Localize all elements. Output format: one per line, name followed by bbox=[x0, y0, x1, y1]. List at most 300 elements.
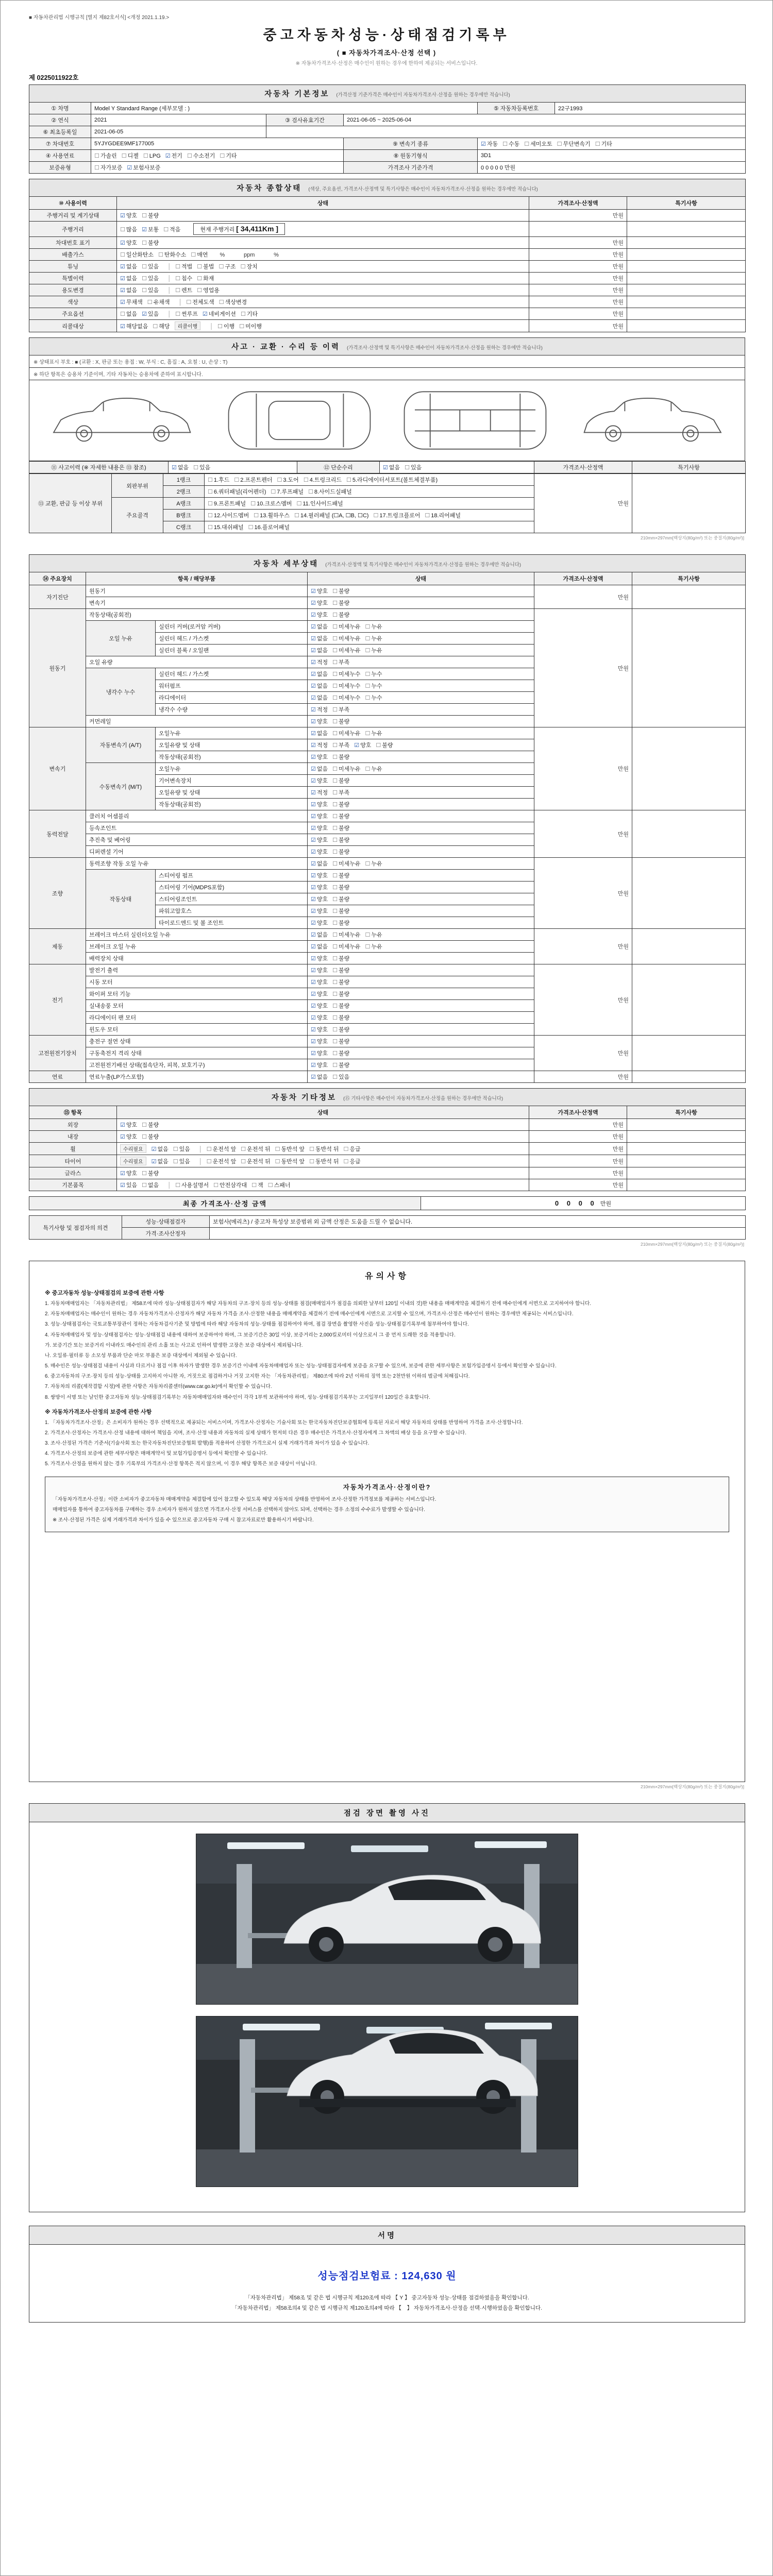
note-cell bbox=[627, 249, 746, 261]
checkbox-option[interactable] bbox=[163, 225, 180, 233]
checkbox-option[interactable] bbox=[311, 1049, 328, 1057]
transmission-options bbox=[478, 138, 746, 150]
checkbox-option[interactable] bbox=[294, 511, 368, 519]
checkbox-option[interactable] bbox=[365, 622, 382, 631]
device-group-label: 변속기 bbox=[29, 727, 86, 810]
checkbox-option[interactable] bbox=[309, 1157, 339, 1165]
checkbox-option[interactable] bbox=[311, 942, 328, 951]
blank-cell bbox=[266, 126, 746, 138]
checkbox-option[interactable] bbox=[332, 741, 349, 749]
checkbox-option[interactable] bbox=[304, 476, 342, 484]
checkbox-option[interactable] bbox=[175, 286, 192, 294]
checkbox-option[interactable] bbox=[311, 741, 328, 749]
checkbox-option[interactable] bbox=[332, 824, 349, 832]
checkbox-option[interactable] bbox=[425, 511, 461, 519]
checkbox-option[interactable] bbox=[142, 262, 159, 270]
option-label: 부족 bbox=[339, 659, 350, 666]
checkbox-option[interactable] bbox=[365, 634, 382, 642]
unchecked-box-icon: ☐ bbox=[142, 1171, 147, 1177]
checkbox-option[interactable] bbox=[207, 1145, 236, 1153]
checkbox-option[interactable] bbox=[142, 1121, 159, 1129]
checkbox-option[interactable] bbox=[248, 523, 290, 531]
item-label: 변속기 bbox=[86, 597, 308, 609]
item-label: 연료누출(LP가스포함) bbox=[86, 1071, 308, 1083]
row-state bbox=[308, 917, 534, 929]
checkbox-option[interactable] bbox=[217, 322, 234, 330]
divider: │ bbox=[167, 287, 172, 294]
row-label: 내장 bbox=[29, 1131, 117, 1143]
checkbox-option[interactable] bbox=[142, 225, 159, 233]
row-state bbox=[308, 680, 534, 692]
checkbox-option[interactable] bbox=[311, 1037, 328, 1045]
checkbox-option[interactable] bbox=[332, 954, 349, 962]
checkbox-option[interactable] bbox=[332, 729, 360, 737]
checkbox-option[interactable] bbox=[332, 942, 360, 951]
row-state bbox=[308, 775, 534, 787]
unchecked-box-icon: ☐ bbox=[277, 477, 282, 483]
checkbox-option[interactable] bbox=[219, 262, 236, 270]
checkbox-option[interactable] bbox=[383, 463, 400, 471]
checkbox-option[interactable] bbox=[365, 765, 382, 773]
checked-box-icon: ☑ bbox=[165, 153, 171, 159]
option-label: 13.휠하우스 bbox=[260, 513, 290, 519]
checkbox-option[interactable] bbox=[175, 274, 192, 282]
checkbox-option[interactable] bbox=[311, 587, 328, 595]
option-label: 동반석 뒤 bbox=[315, 1146, 339, 1153]
checkbox-option[interactable] bbox=[220, 151, 237, 160]
checkbox-option[interactable] bbox=[143, 152, 161, 159]
cautions-item: 1. 자동차매매업자는 「자동차관리법」 제58조에 따라 성능·상태점검자가 해당 자동차의 구조·장치 등의 성능·상태를 점검(매매업자가 점검을 의뢰한 날부터 120일 이내의 것)한 내용을 매매계약을 체결하기 전에 매수인에게 서면으로 고지하여야 합니다. bbox=[45, 1301, 592, 1307]
checkbox-option[interactable] bbox=[120, 1121, 137, 1129]
vin-label: ⑦ 차대번호 bbox=[29, 138, 91, 150]
checkbox-option[interactable] bbox=[120, 310, 137, 318]
checkbox-option[interactable] bbox=[365, 930, 382, 939]
option-label: 운전석 뒤 bbox=[247, 1146, 271, 1153]
unchecked-box-icon: ☐ bbox=[524, 141, 530, 147]
checkbox-option[interactable] bbox=[365, 859, 382, 868]
checkbox-option[interactable] bbox=[311, 1013, 328, 1022]
checkbox-option[interactable] bbox=[332, 930, 360, 939]
checkbox-option[interactable] bbox=[241, 310, 258, 318]
checkbox-option[interactable] bbox=[311, 753, 328, 761]
checkbox-option[interactable] bbox=[120, 286, 137, 294]
unchecked-box-icon: ☐ bbox=[557, 141, 562, 147]
checkbox-option[interactable] bbox=[332, 788, 349, 796]
checkbox-option[interactable] bbox=[481, 140, 498, 148]
checkbox-option[interactable] bbox=[332, 895, 349, 903]
checkbox-option[interactable] bbox=[94, 151, 117, 160]
checkbox-option[interactable] bbox=[344, 1145, 361, 1153]
checkbox-option[interactable] bbox=[142, 274, 159, 282]
sub-group-label: 자동변속기 (A/T) bbox=[86, 727, 156, 763]
detail-section-title: 자동차 세부상태 bbox=[254, 560, 319, 568]
checkbox-option[interactable] bbox=[275, 1157, 305, 1165]
checkbox-option[interactable] bbox=[311, 776, 328, 785]
checkbox-option[interactable] bbox=[142, 1132, 159, 1141]
checkbox-option[interactable] bbox=[296, 499, 343, 507]
checkbox-option[interactable] bbox=[142, 211, 159, 219]
checked-box-icon: ☑ bbox=[120, 264, 125, 270]
checkbox-option[interactable] bbox=[173, 1157, 190, 1165]
checkbox-option[interactable] bbox=[208, 523, 244, 531]
checkbox-option[interactable] bbox=[186, 298, 214, 306]
unchecked-box-icon: ☐ bbox=[332, 778, 338, 784]
checkbox-option[interactable] bbox=[120, 262, 137, 270]
checkbox-option[interactable] bbox=[120, 250, 154, 259]
checkbox-option[interactable] bbox=[332, 1037, 349, 1045]
checkbox-option[interactable] bbox=[208, 499, 246, 507]
checkbox-option[interactable] bbox=[311, 930, 328, 939]
checkbox-option[interactable] bbox=[311, 599, 328, 607]
checkbox-option[interactable] bbox=[239, 322, 262, 330]
checkbox-option[interactable] bbox=[142, 310, 159, 318]
checkbox-option[interactable] bbox=[208, 476, 229, 484]
checkbox-option[interactable] bbox=[158, 250, 186, 259]
checkbox-option[interactable] bbox=[175, 310, 198, 318]
checkbox-option[interactable] bbox=[311, 919, 328, 927]
page-spec-footer: 210mm×297mm[백상지(80g/m²) 또는 중질지(80g/m²)] bbox=[640, 535, 744, 540]
checkbox-option[interactable] bbox=[332, 634, 360, 642]
checkbox-option[interactable] bbox=[332, 871, 349, 879]
cautions-item: 3. 조사·산정된 가격은 기준서(기술사회 또는 한국자동차진단보증협회 발행)를 적용하여 산정한 가격으로서 실제 거래가격과 차이가 있을 수 있습니다. bbox=[45, 1440, 369, 1447]
checkbox-option[interactable] bbox=[207, 1157, 236, 1165]
unchecked-box-icon: ☐ bbox=[158, 252, 163, 258]
checkbox-option[interactable] bbox=[311, 1073, 328, 1081]
checkbox-option[interactable] bbox=[502, 140, 519, 148]
checkbox-option[interactable] bbox=[120, 1132, 137, 1141]
option-label: 5.라디에이터서포트(볼트체결부품) bbox=[352, 477, 438, 483]
item-label: 등속조인트 bbox=[86, 822, 308, 834]
checkbox-option[interactable] bbox=[365, 693, 382, 702]
checkbox-option[interactable] bbox=[311, 634, 328, 642]
inspection-insurance-fee bbox=[45, 2267, 729, 2282]
checkbox-option[interactable] bbox=[332, 1025, 349, 1033]
checkbox-option[interactable] bbox=[197, 286, 220, 294]
checkbox-option[interactable] bbox=[241, 262, 258, 270]
unchecked-box-icon: ☐ bbox=[502, 141, 508, 147]
row-state bbox=[117, 1143, 529, 1155]
checkbox-option[interactable] bbox=[308, 487, 352, 496]
option-label: 양호 bbox=[126, 1122, 138, 1128]
checkbox-option[interactable] bbox=[311, 907, 328, 915]
etc-section-title: 자동차 기타정보 bbox=[271, 1094, 337, 1102]
checkbox-option[interactable] bbox=[208, 487, 266, 496]
checked-box-icon: ☑ bbox=[120, 287, 125, 294]
item-label: 구동축전지 격리 상태 bbox=[86, 1047, 308, 1059]
checkbox-option[interactable] bbox=[120, 211, 137, 219]
divider: │ bbox=[167, 264, 172, 270]
checkbox-option[interactable] bbox=[311, 717, 328, 725]
option-label: 운전석 앞 bbox=[212, 1159, 237, 1165]
checkbox-option[interactable] bbox=[268, 1181, 291, 1189]
checkbox-option[interactable] bbox=[120, 322, 148, 330]
checkbox-option[interactable] bbox=[122, 151, 139, 160]
checkbox-option[interactable] bbox=[332, 990, 349, 998]
option-label: 많음 bbox=[126, 227, 138, 233]
checkbox-option[interactable] bbox=[187, 151, 215, 160]
checkbox-option[interactable] bbox=[354, 741, 371, 749]
unchecked-box-icon: ☐ bbox=[275, 1146, 280, 1153]
checkbox-option[interactable] bbox=[147, 298, 170, 306]
repair-needed-label: 수리필요 bbox=[120, 1157, 146, 1165]
checkbox-option[interactable] bbox=[365, 942, 382, 951]
checkbox-option[interactable] bbox=[332, 800, 349, 808]
checkbox-option[interactable] bbox=[332, 599, 349, 607]
checkbox-option[interactable] bbox=[332, 1013, 349, 1022]
checkbox-option[interactable] bbox=[405, 463, 422, 471]
option-label: 이행 bbox=[223, 324, 235, 330]
unchecked-box-icon: ☐ bbox=[94, 165, 99, 171]
option-label: 양호 bbox=[316, 754, 328, 760]
unchecked-box-icon: ☐ bbox=[595, 141, 600, 147]
checkbox-option[interactable] bbox=[311, 765, 328, 773]
checkbox-option[interactable] bbox=[311, 966, 328, 974]
row-state bbox=[308, 621, 534, 633]
option-label: 누유 bbox=[371, 932, 382, 938]
unchecked-box-icon: ☐ bbox=[217, 324, 223, 330]
checkbox-option[interactable] bbox=[173, 1145, 190, 1153]
checkbox-option[interactable] bbox=[213, 1181, 247, 1189]
item-label: 스티어링조인트 bbox=[156, 893, 308, 905]
checkbox-option[interactable] bbox=[365, 646, 382, 654]
checkbox-option[interactable] bbox=[234, 476, 272, 484]
checkbox-option[interactable] bbox=[365, 682, 382, 690]
note-cell bbox=[627, 1167, 746, 1179]
checkbox-option[interactable] bbox=[142, 1181, 159, 1189]
unchecked-box-icon: ☐ bbox=[271, 489, 276, 495]
table-row bbox=[29, 929, 746, 941]
checkbox-option[interactable] bbox=[311, 705, 328, 714]
checkbox-option[interactable] bbox=[311, 670, 328, 678]
divider: │ bbox=[167, 1182, 172, 1189]
checkbox-option[interactable] bbox=[175, 1181, 209, 1189]
checkbox-option[interactable] bbox=[142, 239, 159, 247]
checkbox-option[interactable] bbox=[332, 705, 349, 714]
item-label: 윈도우 모터 bbox=[86, 1024, 308, 1036]
checkbox-option[interactable] bbox=[332, 812, 349, 820]
option-label: 부족 bbox=[339, 707, 350, 713]
checkbox-option[interactable] bbox=[241, 1145, 270, 1153]
option-label: 2.프론트펜더 bbox=[240, 477, 273, 483]
etc-col-price: 가격조사·산정액 bbox=[529, 1106, 627, 1119]
checkbox-option[interactable] bbox=[332, 919, 349, 927]
checkbox-option[interactable] bbox=[332, 587, 349, 595]
checkbox-option[interactable] bbox=[332, 1002, 349, 1010]
checkbox-option[interactable] bbox=[311, 729, 328, 737]
checkbox-option[interactable] bbox=[172, 463, 189, 471]
checkbox-option[interactable] bbox=[142, 1169, 159, 1177]
checkbox-option[interactable] bbox=[332, 1073, 349, 1081]
checkbox-option[interactable] bbox=[309, 1145, 339, 1153]
checkbox-option[interactable] bbox=[175, 262, 192, 270]
checkbox-option[interactable] bbox=[365, 670, 382, 678]
row-state bbox=[308, 810, 534, 822]
checkbox-option[interactable] bbox=[311, 611, 328, 619]
row-state bbox=[308, 716, 534, 727]
checkbox-option[interactable] bbox=[332, 1049, 349, 1057]
option-label: 일산화탄소 bbox=[126, 252, 154, 258]
checkbox-option[interactable] bbox=[277, 476, 299, 484]
table-row bbox=[29, 1143, 746, 1155]
checkbox-option[interactable] bbox=[193, 463, 210, 471]
checkbox-option[interactable] bbox=[332, 907, 349, 915]
checkbox-option[interactable] bbox=[365, 729, 382, 737]
checkbox-option[interactable] bbox=[311, 693, 328, 702]
price-cell: 만원 bbox=[529, 1131, 627, 1143]
checkbox-option[interactable] bbox=[332, 611, 349, 619]
checkbox-option[interactable] bbox=[376, 741, 393, 749]
table-row bbox=[29, 1071, 746, 1083]
row-state bbox=[117, 1119, 529, 1131]
checkbox-option[interactable] bbox=[332, 1061, 349, 1069]
checkbox-option[interactable] bbox=[275, 1145, 305, 1153]
checkbox-option[interactable] bbox=[344, 1157, 361, 1165]
checkbox-option[interactable] bbox=[311, 800, 328, 808]
checkbox-option[interactable] bbox=[332, 848, 349, 856]
table-row bbox=[29, 237, 746, 249]
option-label: 없음 bbox=[316, 695, 328, 701]
checkbox-option[interactable] bbox=[332, 646, 360, 654]
checkbox-option[interactable] bbox=[311, 859, 328, 868]
note-cell bbox=[632, 727, 746, 810]
checkbox-option[interactable] bbox=[332, 883, 349, 891]
checkbox-option[interactable] bbox=[332, 693, 360, 702]
car-name-label: ① 차명 bbox=[29, 103, 91, 114]
checkbox-option[interactable] bbox=[152, 1145, 169, 1153]
etc-col-note: 특기사항 bbox=[627, 1106, 746, 1119]
checkbox-option[interactable] bbox=[94, 163, 122, 172]
checkbox-option[interactable] bbox=[332, 682, 360, 690]
checkbox-option[interactable] bbox=[153, 322, 170, 330]
checkbox-option[interactable] bbox=[311, 883, 328, 891]
checkbox-option[interactable] bbox=[332, 978, 349, 986]
checked-box-icon: ☑ bbox=[311, 778, 316, 784]
checkbox-option[interactable] bbox=[332, 658, 349, 666]
checkbox-option[interactable] bbox=[595, 140, 612, 148]
row-state bbox=[308, 846, 534, 858]
row-state bbox=[308, 656, 534, 668]
checkbox-option[interactable] bbox=[332, 765, 360, 773]
checkbox-option[interactable] bbox=[250, 499, 292, 507]
checkbox-option[interactable] bbox=[254, 511, 290, 519]
checkbox-option[interactable] bbox=[219, 298, 247, 306]
checked-box-icon: ☑ bbox=[151, 1146, 157, 1153]
checkbox-option[interactable] bbox=[311, 646, 328, 654]
checkbox-option[interactable] bbox=[332, 622, 360, 631]
checkbox-option[interactable] bbox=[332, 717, 349, 725]
checkbox-option[interactable] bbox=[120, 1169, 137, 1177]
item-label: 시동 모터 bbox=[86, 976, 308, 988]
checkbox-option[interactable] bbox=[311, 1002, 328, 1010]
unchecked-box-icon: ☐ bbox=[241, 1146, 246, 1153]
checkbox-option[interactable] bbox=[311, 658, 328, 666]
price-cell: 만원 bbox=[534, 585, 632, 609]
divider: │ bbox=[167, 276, 172, 282]
note-cell bbox=[627, 1119, 746, 1131]
checkbox-option[interactable] bbox=[373, 511, 420, 519]
unchecked-box-icon: ☐ bbox=[332, 944, 338, 950]
rank-label: B랭크 bbox=[163, 510, 205, 521]
checkbox-option[interactable] bbox=[557, 140, 591, 148]
checked-box-icon: ☑ bbox=[354, 742, 360, 749]
etc-section-band bbox=[29, 1089, 746, 1106]
checkbox-option[interactable] bbox=[311, 954, 328, 962]
checkbox-option[interactable] bbox=[311, 836, 328, 844]
checkbox-option[interactable] bbox=[208, 511, 249, 519]
checkbox-option[interactable] bbox=[197, 262, 214, 270]
checkbox-option[interactable] bbox=[120, 239, 137, 247]
checkbox-option[interactable] bbox=[311, 824, 328, 832]
option-label: 디젤 bbox=[127, 153, 139, 159]
table-row bbox=[29, 308, 746, 320]
transmission-label: ⑨ 변속기 종류 bbox=[344, 138, 478, 150]
col-price: 가격조사·산정액 bbox=[529, 197, 627, 210]
checkbox-option[interactable] bbox=[203, 310, 236, 318]
checkbox-option[interactable] bbox=[311, 682, 328, 690]
table-row bbox=[29, 261, 746, 273]
checkbox-option[interactable] bbox=[332, 836, 349, 844]
checkbox-option[interactable] bbox=[191, 250, 208, 259]
option-label: 양호 bbox=[316, 896, 328, 903]
checkbox-option[interactable] bbox=[311, 1061, 328, 1069]
unchecked-box-icon: ☐ bbox=[94, 153, 99, 159]
checkbox-option[interactable] bbox=[120, 225, 137, 233]
note-cell bbox=[627, 1131, 746, 1143]
checkbox-option[interactable] bbox=[120, 298, 143, 306]
checkbox-option[interactable] bbox=[142, 286, 159, 294]
checkbox-option[interactable] bbox=[332, 966, 349, 974]
checkbox-option[interactable] bbox=[311, 622, 328, 631]
checkbox-option[interactable] bbox=[197, 274, 214, 282]
checkbox-option[interactable] bbox=[332, 670, 360, 678]
checkbox-option[interactable] bbox=[346, 476, 438, 484]
row-state bbox=[308, 988, 534, 1000]
checkbox-option[interactable] bbox=[311, 871, 328, 879]
option-label: 미세누수 bbox=[339, 695, 361, 701]
checkbox-option[interactable] bbox=[311, 895, 328, 903]
checkbox-option[interactable] bbox=[332, 859, 360, 868]
unchecked-box-icon: ☐ bbox=[208, 477, 213, 483]
checkbox-option[interactable] bbox=[311, 978, 328, 986]
checkbox-option[interactable] bbox=[251, 1181, 263, 1189]
option-label: 응급 bbox=[349, 1146, 361, 1153]
note-cell bbox=[632, 929, 746, 964]
checkbox-option[interactable] bbox=[165, 151, 182, 160]
checkbox-option[interactable] bbox=[120, 1181, 137, 1189]
checkbox-option[interactable] bbox=[311, 788, 328, 796]
confirmation-line-1: 「자동차관리법」 제58조 및 같은 법 시행규칙 제120조에 따라 【 Y 】 중고자동차 성능·상태를 점검하였음을 확인합니다. bbox=[245, 2295, 529, 2301]
checked-box-icon: ☑ bbox=[120, 299, 125, 306]
checkbox-option[interactable] bbox=[311, 990, 328, 998]
checkbox-option[interactable] bbox=[332, 753, 349, 761]
checkbox-option[interactable] bbox=[332, 776, 349, 785]
item-label: 충전구 절연 상태 bbox=[86, 1036, 308, 1047]
checkbox-option[interactable] bbox=[120, 274, 137, 282]
checkbox-option[interactable] bbox=[311, 812, 328, 820]
checkbox-option[interactable] bbox=[127, 163, 160, 172]
row-state bbox=[308, 929, 534, 941]
checkbox-option[interactable] bbox=[271, 487, 304, 496]
checkbox-option[interactable] bbox=[241, 1157, 270, 1165]
checkbox-option[interactable] bbox=[311, 848, 328, 856]
checkbox-option[interactable] bbox=[311, 1025, 328, 1033]
checkbox-option[interactable] bbox=[152, 1157, 169, 1165]
item-label: 파워고압호스 bbox=[156, 905, 308, 917]
checkbox-option[interactable] bbox=[524, 140, 552, 148]
row-state bbox=[117, 1131, 529, 1143]
option-label: 없음 bbox=[316, 671, 328, 677]
row-label: 휠 bbox=[29, 1143, 117, 1155]
